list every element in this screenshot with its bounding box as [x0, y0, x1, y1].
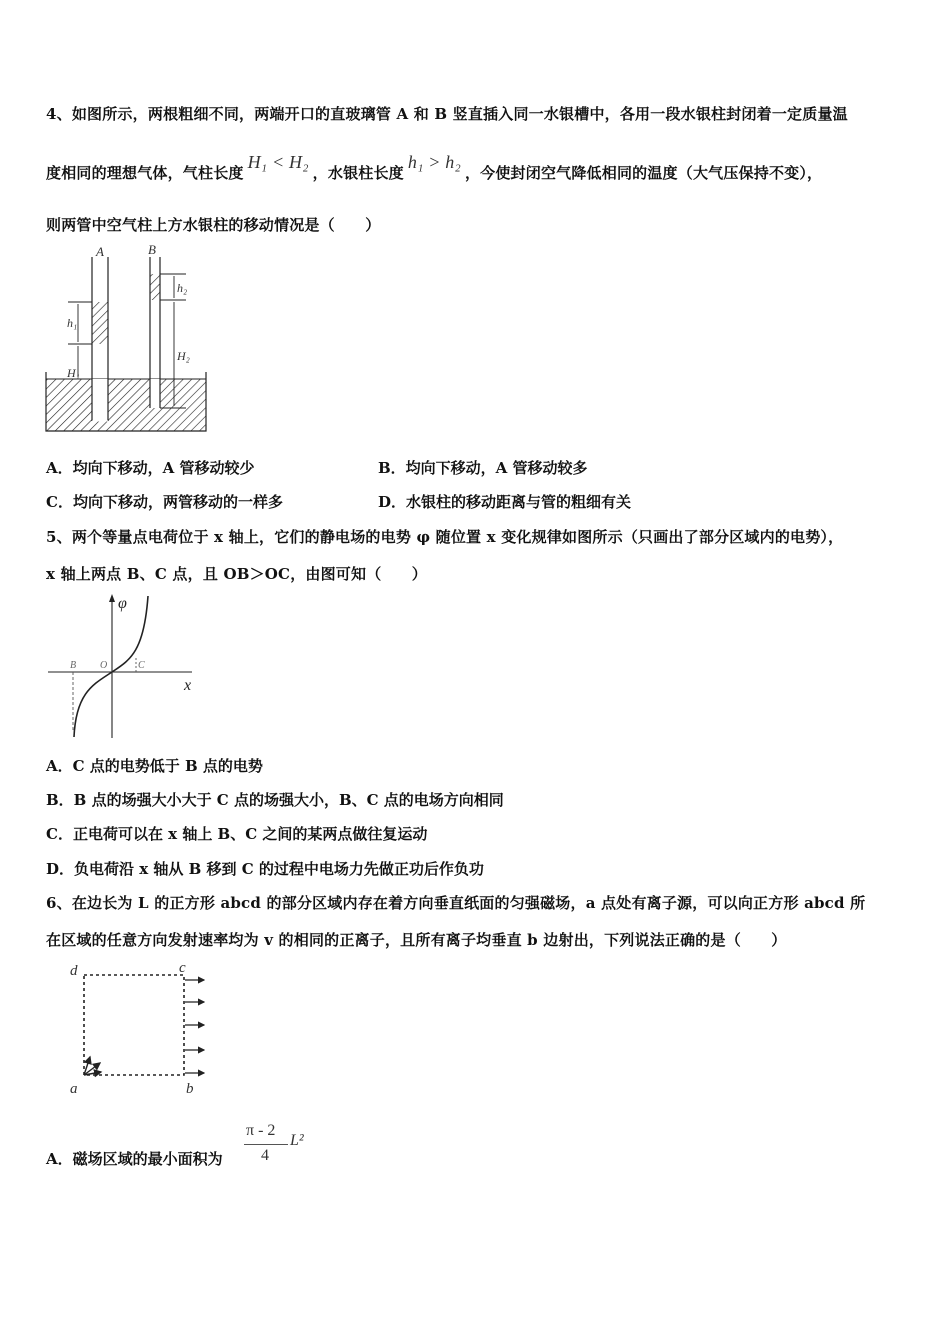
- fraction-numerator: π - 2: [246, 1122, 276, 1139]
- q6-option-a[interactable]: A．磁场区域的最小面积为: [46, 1150, 223, 1168]
- a-label: a: [70, 1081, 78, 1097]
- q5-option-d[interactable]: D．负电荷沿 x 轴从 B 移到 C 的过程中电场力先做正功后作负功: [46, 860, 484, 878]
- q6-square-figure: [64, 960, 214, 1100]
- q4-line2-a: 度相同的理想气体，气柱长度: [46, 164, 244, 182]
- q4-line2-b: ，水银柱长度: [312, 164, 404, 182]
- b-point-label: B: [70, 660, 77, 671]
- q5-option-c[interactable]: C．正电荷可以在 x 轴上 B、C 之间的某两点做往复运动: [46, 825, 428, 843]
- phi-label: φ: [118, 595, 127, 612]
- H1-label: H₁: [67, 366, 80, 380]
- exit-arrows: [185, 980, 204, 1073]
- square-abcd: [84, 975, 184, 1075]
- tube-a: [92, 257, 108, 421]
- x-label: x: [184, 677, 192, 694]
- phi-axis-arrow-icon: [109, 594, 115, 602]
- q4-line2: [46, 152, 823, 183]
- o-point-label: O: [100, 660, 108, 671]
- q4-line2-c: ，今使封闭空气降低相同的温度（大气压保持不变），: [464, 164, 823, 182]
- fraction-L-squared: L²: [290, 1132, 304, 1149]
- mercury-trough: [46, 372, 206, 431]
- q5-potential-graph: [44, 592, 204, 742]
- q4-line3: 则两管中空气柱上方水银柱的移动情况是（ ）: [46, 216, 381, 234]
- q4-formula-H: H₁ < H₂: [247, 152, 309, 172]
- q4-line1: 4、如图所示，两根粗细不同，两端开口的直玻璃管 A 和 B 竖直插入同一水银槽中，各用一段水银柱封闭着一定质量温: [46, 105, 848, 123]
- q5-line1: 5、两个等量点电荷位于 x 轴上，它们的静电场的电势 φ 随位置 x 变化规律如图所示（只画出了部分区域内的电势），: [46, 528, 844, 546]
- q5-line2: x 轴上两点 B、C 点，且 OB＞OC，由图可知（ ）: [46, 565, 427, 583]
- tube-b: [150, 257, 160, 408]
- q4-formula-h: h₁ > h₂: [407, 152, 461, 172]
- fraction-bar: [244, 1144, 288, 1145]
- q4-tube-figure: [40, 242, 215, 437]
- q6-line2: 在区域的任意方向发射速率均为 v 的相同的正离子，且所有离子均垂直 b 边射出，下列说法正确的是（ ）: [46, 931, 787, 949]
- q4-option-b[interactable]: B．均向下移动，A 管移动较多: [378, 459, 588, 477]
- q4-option-a[interactable]: A．均向下移动，A 管移动较少: [46, 459, 255, 477]
- q6-line1: 6、在边长为 L 的正方形 abcd 的部分区域内存在着方向垂直纸面的匀强磁场，a 点处有离子源，可以向正方形 abcd 所: [46, 894, 866, 912]
- fraction-denominator: 4: [261, 1147, 269, 1164]
- potential-curve: [74, 596, 148, 737]
- q4-option-c[interactable]: C．均向下移动，两管移动的一样多: [46, 493, 283, 511]
- c-point-label: C: [138, 660, 145, 671]
- h1-label: h₁: [67, 316, 78, 330]
- c-label: c: [179, 960, 186, 976]
- h2-label: h₂: [177, 281, 188, 295]
- tube-b-label: B: [148, 242, 156, 257]
- q4-option-d[interactable]: D．水银柱的移动距离与管的粗细有关: [378, 493, 632, 511]
- tube-a-label: A: [96, 244, 104, 259]
- b-label: b: [186, 1081, 194, 1097]
- q5-option-b[interactable]: B．B 点的场强大小大于 C 点的场强大小，B、C 点的电场方向相同: [46, 791, 504, 809]
- d-label: d: [70, 963, 78, 979]
- H2-label: H₂: [177, 349, 190, 363]
- source-arrows-icon: [84, 1057, 101, 1075]
- q5-option-a[interactable]: A．C 点的电势低于 B 点的电势: [46, 757, 263, 775]
